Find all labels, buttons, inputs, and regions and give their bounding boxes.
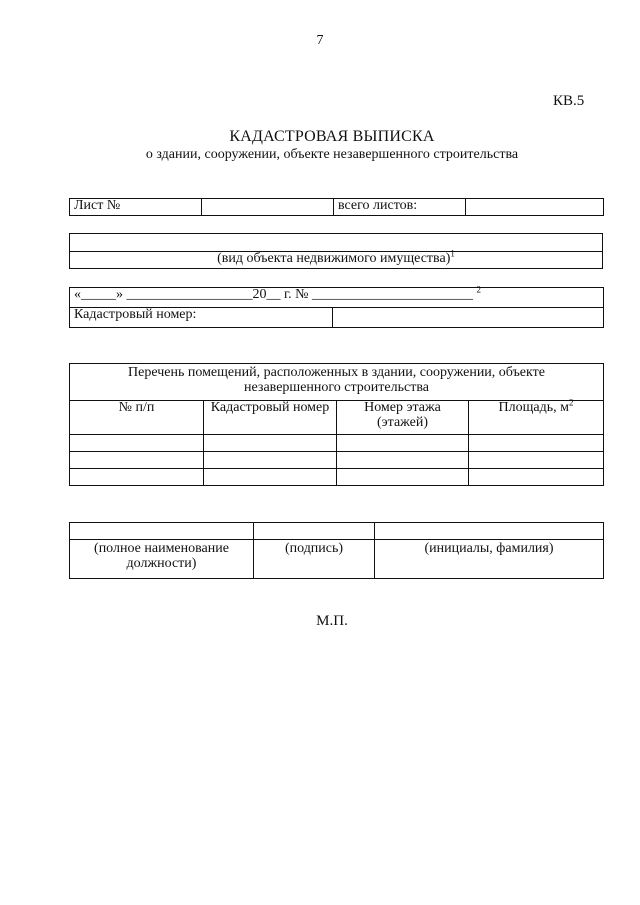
object-type-field[interactable] — [70, 234, 603, 252]
table-cell[interactable] — [337, 469, 469, 486]
table-cell[interactable] — [70, 452, 204, 469]
table-cell[interactable] — [204, 469, 337, 486]
table-row — [70, 452, 604, 469]
table-cell[interactable] — [70, 435, 204, 452]
date-table — [69, 284, 604, 328]
sheet-label: Лист № — [70, 199, 202, 216]
stamp-label: М.П. — [316, 613, 348, 629]
page-number: 7 — [316, 33, 324, 48]
document-subtitle: о здании, сооружении, объекте незавершенного строительства — [145, 147, 519, 162]
form-code: КВ.5 — [553, 93, 585, 109]
column-header-cadastral: Кадастровый номер — [204, 401, 337, 435]
signature-table — [69, 522, 604, 579]
sheet-number-field[interactable] — [202, 199, 334, 216]
column-header-area: Площадь, $м^2$ — [469, 401, 604, 435]
table-cell[interactable] — [204, 435, 337, 452]
name-field[interactable] — [375, 523, 604, 540]
footnote-2: 2 — [476, 284, 482, 295]
column-header-number: № п/п — [70, 401, 204, 435]
document-title: КАДАСТРОВАЯ ВЫПИСКА — [229, 128, 435, 145]
table-cell[interactable] — [70, 469, 204, 486]
object-type-caption: (вид объекта недвижимого имущества)$^1$ — [70, 252, 603, 269]
name-caption: (инициалы, фамилия) — [375, 540, 604, 579]
column-header-floor: Номер этажа (этажей) — [337, 401, 469, 435]
cadastral-number-field[interactable] — [333, 308, 604, 328]
cadastral-number-label: Кадастровый номер: — [70, 308, 333, 328]
table-cell[interactable] — [337, 452, 469, 469]
table-cell[interactable] — [469, 452, 604, 469]
date-line[interactable]: «_____» __________________20__ г. № _______________________ $^2$ — [70, 288, 604, 308]
table-cell[interactable] — [469, 469, 604, 486]
object-type-table — [69, 233, 603, 269]
premises-table — [69, 363, 604, 486]
total-sheets-field[interactable] — [466, 199, 604, 216]
sheet-table — [69, 198, 604, 216]
premises-title: Перечень помещений, расположенных в здании, сооружении, объекте незавершенного строительства — [70, 364, 604, 401]
total-sheets-label: всего листов: — [334, 199, 466, 216]
position-field[interactable] — [70, 523, 254, 540]
table-row — [70, 469, 604, 486]
table-row — [70, 435, 604, 452]
table-cell[interactable] — [337, 435, 469, 452]
signature-caption: (подпись) — [254, 540, 375, 579]
footnote-1: 1 — [450, 248, 455, 259]
table-cell[interactable] — [469, 435, 604, 452]
position-caption: (полное наименование должности) — [70, 540, 254, 579]
signature-field[interactable] — [254, 523, 375, 540]
table-cell[interactable] — [204, 452, 337, 469]
